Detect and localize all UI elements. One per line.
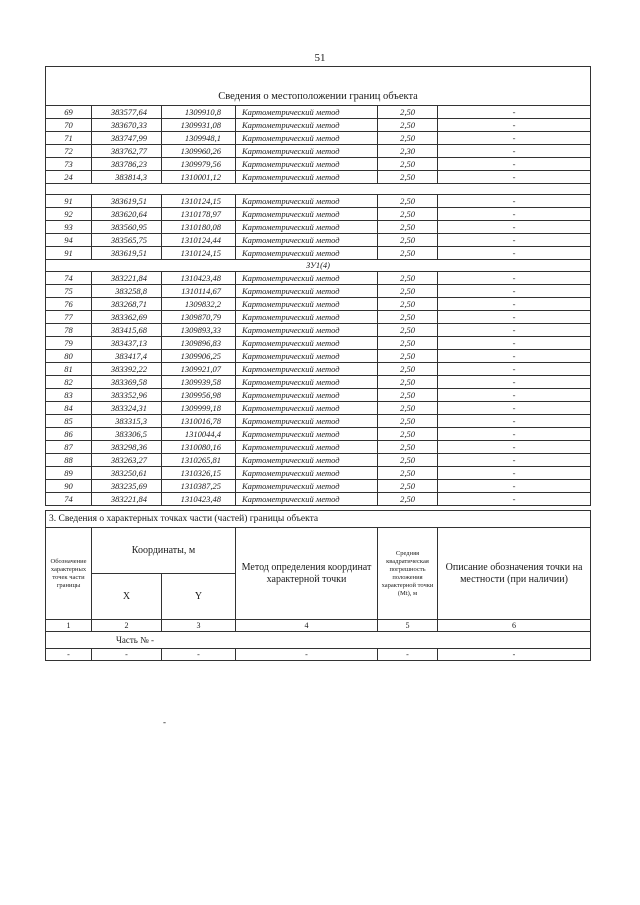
accuracy: 2,50 xyxy=(378,195,438,208)
coord-x: 383306,5 xyxy=(92,428,162,441)
table-row xyxy=(46,158,591,171)
coord-y: 1309948,1 xyxy=(162,132,236,145)
description: - xyxy=(438,376,591,389)
point-id: 84 xyxy=(46,402,92,415)
method: Картометрический метод xyxy=(236,132,378,145)
coord-x: 383670,33 xyxy=(92,119,162,132)
accuracy: 2,50 xyxy=(378,311,438,324)
accuracy: 2,50 xyxy=(378,415,438,428)
point-id: 69 xyxy=(46,106,92,119)
accuracy: 2,50 xyxy=(378,208,438,221)
table-row xyxy=(46,324,591,337)
accuracy: 2,50 xyxy=(378,221,438,234)
point-id: 93 xyxy=(46,221,92,234)
table-row xyxy=(46,480,591,493)
table-row xyxy=(46,493,591,506)
table-row xyxy=(46,428,591,441)
table-row xyxy=(46,337,591,350)
coord-y: 1309910,8 xyxy=(162,106,236,119)
part-label: Часть № - xyxy=(46,632,591,649)
accuracy: 2,50 xyxy=(378,298,438,311)
table-row xyxy=(46,234,591,247)
point-id: 89 xyxy=(46,467,92,480)
accuracy: 2,50 xyxy=(378,132,438,145)
method: Картометрический метод xyxy=(236,363,378,376)
point-id: 78 xyxy=(46,324,92,337)
accuracy: 2,50 xyxy=(378,337,438,350)
coord-x: 383352,96 xyxy=(92,389,162,402)
coord-y: 1309999,18 xyxy=(162,402,236,415)
description: - xyxy=(438,234,591,247)
point-id: 82 xyxy=(46,376,92,389)
separator-cell xyxy=(46,184,591,195)
coord-y: 1310001,12 xyxy=(162,171,236,184)
coord-y: 1310044,4 xyxy=(162,428,236,441)
part-points-table xyxy=(45,510,591,661)
method: Картометрический метод xyxy=(236,389,378,402)
method: Картометрический метод xyxy=(236,119,378,132)
coord-x: 383620,64 xyxy=(92,208,162,221)
table-row xyxy=(46,171,591,184)
method: Картометрический метод xyxy=(236,272,378,285)
column-number: 4 xyxy=(236,620,378,632)
coord-y: 1310265,81 xyxy=(162,454,236,467)
method: Картометрический метод xyxy=(236,158,378,171)
coord-x: 383619,51 xyxy=(92,247,162,260)
description: - xyxy=(438,311,591,324)
accuracy: 2,50 xyxy=(378,454,438,467)
column-number: 5 xyxy=(378,620,438,632)
method: Картометрический метод xyxy=(236,106,378,119)
description: - xyxy=(438,428,591,441)
accuracy: 2,50 xyxy=(378,363,438,376)
method: Картометрический метод xyxy=(236,441,378,454)
coord-y: 1310016,78 xyxy=(162,415,236,428)
coord-x: 383762,77 xyxy=(92,145,162,158)
coord-y: 1309960,26 xyxy=(162,145,236,158)
accuracy: 2,50 xyxy=(378,441,438,454)
coord-y: 1310114,67 xyxy=(162,285,236,298)
accuracy: 2,50 xyxy=(378,493,438,506)
accuracy: 2,50 xyxy=(378,324,438,337)
method: Картометрический метод xyxy=(236,402,378,415)
col-x-header: X xyxy=(92,574,162,620)
method: Картометрический метод xyxy=(236,298,378,311)
accuracy: 2,50 xyxy=(378,119,438,132)
point-id: 91 xyxy=(46,195,92,208)
description: - xyxy=(438,324,591,337)
accuracy: 2,50 xyxy=(378,106,438,119)
accuracy: 2,50 xyxy=(378,402,438,415)
section-title: Сведения о местоположении границ объекта xyxy=(46,67,591,106)
description: - xyxy=(438,350,591,363)
coord-y: 1309893,33 xyxy=(162,324,236,337)
coord-x: 383362,69 xyxy=(92,311,162,324)
col-y-header: Y xyxy=(162,574,236,620)
description: - xyxy=(438,480,591,493)
coord-y: 1310180,08 xyxy=(162,221,236,234)
column-number: 1 xyxy=(46,620,92,632)
coord-x: 383565,75 xyxy=(92,234,162,247)
method: Картометрический метод xyxy=(236,493,378,506)
point-id: 74 xyxy=(46,493,92,506)
dash-cell: - xyxy=(378,649,438,661)
point-id: 80 xyxy=(46,350,92,363)
stray-dash: - xyxy=(163,717,166,727)
coord-y: 1310080,16 xyxy=(162,441,236,454)
description: - xyxy=(438,337,591,350)
point-id: 24 xyxy=(46,171,92,184)
table-row xyxy=(46,208,591,221)
description: - xyxy=(438,132,591,145)
coord-x: 383415,68 xyxy=(92,324,162,337)
table-row xyxy=(46,195,591,208)
description: - xyxy=(438,158,591,171)
description: - xyxy=(438,106,591,119)
accuracy: 2,50 xyxy=(378,376,438,389)
method: Картометрический метод xyxy=(236,221,378,234)
dash-cell: - xyxy=(162,649,236,661)
table-row xyxy=(46,311,591,324)
point-id: 72 xyxy=(46,145,92,158)
accuracy: 2,30 xyxy=(378,145,438,158)
coord-y: 1309956,98 xyxy=(162,389,236,402)
accuracy: 2,50 xyxy=(378,389,438,402)
method: Картометрический метод xyxy=(236,247,378,260)
coord-y: 1310423,48 xyxy=(162,272,236,285)
point-id: 91 xyxy=(46,247,92,260)
description: - xyxy=(438,285,591,298)
coord-x: 383298,36 xyxy=(92,441,162,454)
point-id: 88 xyxy=(46,454,92,467)
table-row xyxy=(46,221,591,234)
coord-y: 1309931,08 xyxy=(162,119,236,132)
method: Картометрический метод xyxy=(236,467,378,480)
description: - xyxy=(438,441,591,454)
column-number: 6 xyxy=(438,620,591,632)
table-row xyxy=(46,285,591,298)
method: Картометрический метод xyxy=(236,171,378,184)
col-description-header: Описание обозначения точки на местности (при наличии) xyxy=(438,528,591,620)
point-id: 90 xyxy=(46,480,92,493)
coord-x: 383263,27 xyxy=(92,454,162,467)
separator-row xyxy=(46,184,591,195)
section-3-title: 3. Сведения о характерных точках части (частей) границы объекта xyxy=(46,511,591,528)
method: Картометрический метод xyxy=(236,415,378,428)
part-label-row xyxy=(46,632,591,649)
description: - xyxy=(438,415,591,428)
dash-cell: - xyxy=(438,649,591,661)
coord-x: 383250,61 xyxy=(92,467,162,480)
method: Картометрический метод xyxy=(236,324,378,337)
coord-x: 383369,58 xyxy=(92,376,162,389)
description: - xyxy=(438,363,591,376)
coord-x: 383258,8 xyxy=(92,285,162,298)
page-number: 51 xyxy=(314,52,326,64)
description: - xyxy=(438,119,591,132)
point-id: 77 xyxy=(46,311,92,324)
col-method-header: Метод определения координат характерной точки xyxy=(236,528,378,620)
coord-y: 1309832,2 xyxy=(162,298,236,311)
accuracy: 2,50 xyxy=(378,428,438,441)
point-id: 73 xyxy=(46,158,92,171)
subheading-row xyxy=(46,260,591,272)
coord-x: 383577,64 xyxy=(92,106,162,119)
point-id: 83 xyxy=(46,389,92,402)
point-id: 70 xyxy=(46,119,92,132)
coord-y: 1310178,97 xyxy=(162,208,236,221)
point-id: 76 xyxy=(46,298,92,311)
coord-y: 1309979,56 xyxy=(162,158,236,171)
accuracy: 2,50 xyxy=(378,285,438,298)
table-row xyxy=(46,376,591,389)
description: - xyxy=(438,298,591,311)
dash-cell: - xyxy=(46,649,92,661)
method: Картометрический метод xyxy=(236,337,378,350)
coord-y: 1310124,15 xyxy=(162,195,236,208)
coord-x: 383437,13 xyxy=(92,337,162,350)
table-row xyxy=(46,467,591,480)
method: Картометрический метод xyxy=(236,311,378,324)
col-coords-header: Координаты, м xyxy=(92,528,236,574)
col-accuracy-header: Средняя квадратическая погрешность положения характерной точки (Mt), м xyxy=(378,528,438,620)
point-id: 74 xyxy=(46,272,92,285)
coord-y: 1310124,15 xyxy=(162,247,236,260)
description: - xyxy=(438,195,591,208)
description: - xyxy=(438,221,591,234)
description: - xyxy=(438,171,591,184)
table-row xyxy=(46,402,591,415)
coord-x: 383221,84 xyxy=(92,272,162,285)
description: - xyxy=(438,208,591,221)
table-row xyxy=(46,441,591,454)
table-row xyxy=(46,272,591,285)
method: Картометрический метод xyxy=(236,145,378,158)
coord-x: 383814,3 xyxy=(92,171,162,184)
dash-cell: - xyxy=(236,649,378,661)
table-row xyxy=(46,298,591,311)
method: Картометрический метод xyxy=(236,208,378,221)
section-3-title-row xyxy=(46,511,591,528)
accuracy: 2,50 xyxy=(378,234,438,247)
coord-y: 1309921,07 xyxy=(162,363,236,376)
boundary-points-table xyxy=(45,66,591,506)
method: Картометрический метод xyxy=(236,350,378,363)
point-id: 75 xyxy=(46,285,92,298)
coord-y: 1310124,44 xyxy=(162,234,236,247)
point-id: 85 xyxy=(46,415,92,428)
point-id: 94 xyxy=(46,234,92,247)
table-row xyxy=(46,132,591,145)
description: - xyxy=(438,467,591,480)
coord-y: 1309939,58 xyxy=(162,376,236,389)
coord-x: 383315,3 xyxy=(92,415,162,428)
header-row xyxy=(46,528,591,574)
column-numbers-row xyxy=(46,620,591,632)
point-id: 92 xyxy=(46,208,92,221)
section-title-row xyxy=(46,67,591,106)
coord-x: 383619,51 xyxy=(92,195,162,208)
method: Картометрический метод xyxy=(236,454,378,467)
description: - xyxy=(438,389,591,402)
table-row xyxy=(46,247,591,260)
accuracy: 2,50 xyxy=(378,247,438,260)
coord-x: 383747,99 xyxy=(92,132,162,145)
accuracy: 2,50 xyxy=(378,171,438,184)
method: Картометрический метод xyxy=(236,480,378,493)
coord-x: 383417,4 xyxy=(92,350,162,363)
accuracy: 2,50 xyxy=(378,158,438,171)
point-id: 86 xyxy=(46,428,92,441)
method: Картометрический метод xyxy=(236,428,378,441)
accuracy: 2,50 xyxy=(378,350,438,363)
coord-x: 383786,23 xyxy=(92,158,162,171)
dash-cell: - xyxy=(92,649,162,661)
coord-y: 1309906,25 xyxy=(162,350,236,363)
table-row xyxy=(46,119,591,132)
coord-x: 383392,22 xyxy=(92,363,162,376)
method: Картометрический метод xyxy=(236,195,378,208)
document-body xyxy=(45,66,590,661)
method: Картометрический метод xyxy=(236,376,378,389)
table-row xyxy=(46,106,591,119)
point-id: 87 xyxy=(46,441,92,454)
coord-y: 1310423,48 xyxy=(162,493,236,506)
method: Картометрический метод xyxy=(236,234,378,247)
point-id: 81 xyxy=(46,363,92,376)
table-row xyxy=(46,363,591,376)
column-number: 2 xyxy=(92,620,162,632)
coord-y: 1310326,15 xyxy=(162,467,236,480)
coord-x: 383221,84 xyxy=(92,493,162,506)
description: - xyxy=(438,493,591,506)
accuracy: 2,50 xyxy=(378,480,438,493)
description: - xyxy=(438,272,591,285)
table-row xyxy=(46,350,591,363)
empty-data-row xyxy=(46,649,591,661)
point-id: 71 xyxy=(46,132,92,145)
method: Картометрический метод xyxy=(236,285,378,298)
accuracy: 2,50 xyxy=(378,467,438,480)
col-designation-header: Обозначение характерных точек части границы xyxy=(46,528,92,620)
description: - xyxy=(438,145,591,158)
coord-x: 383324,31 xyxy=(92,402,162,415)
coord-x: 383268,71 xyxy=(92,298,162,311)
description: - xyxy=(438,454,591,467)
subheading: ЗУ1(4) xyxy=(46,260,591,272)
accuracy: 2,50 xyxy=(378,272,438,285)
coord-y: 1309870,79 xyxy=(162,311,236,324)
table-row xyxy=(46,454,591,467)
table-row xyxy=(46,145,591,158)
description: - xyxy=(438,402,591,415)
coord-y: 1310387,25 xyxy=(162,480,236,493)
description: - xyxy=(438,247,591,260)
column-number: 3 xyxy=(162,620,236,632)
table-row xyxy=(46,389,591,402)
coord-x: 383235,69 xyxy=(92,480,162,493)
coord-y: 1309896,83 xyxy=(162,337,236,350)
coord-x: 383560,95 xyxy=(92,221,162,234)
table-row xyxy=(46,415,591,428)
point-id: 79 xyxy=(46,337,92,350)
